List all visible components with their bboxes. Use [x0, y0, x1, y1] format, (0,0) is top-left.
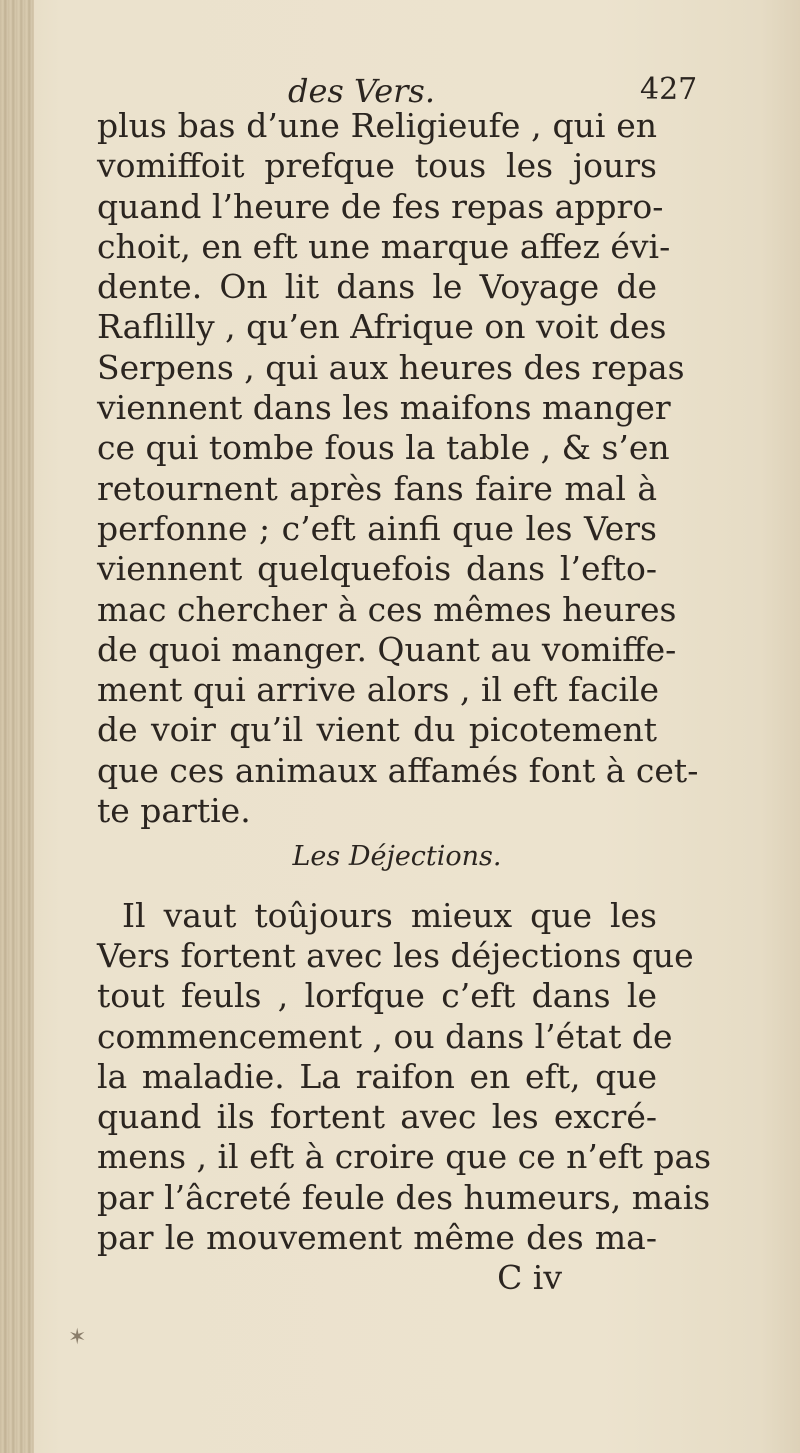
- text-line: par l’âcreté feule des humeurs, mais: [97, 1177, 711, 1217]
- text-line: viennent quelquefois dans l’efto-: [97, 549, 657, 589]
- text-line: mac chercher à ces mêmes heures: [97, 589, 677, 629]
- book-binding-edge: [0, 0, 34, 1453]
- text-line: choit, en eft une marque affez évi-: [97, 226, 671, 266]
- text-line: la maladie. La raifon en eft, que: [97, 1056, 657, 1096]
- text-line: viennent dans les maifons manger: [97, 388, 671, 428]
- body-text: [97, 106, 712, 1299]
- text-line: ment qui arrive alors , il eft facile: [97, 670, 660, 710]
- text-line: de quoi manger. Quant au vomiffe-: [97, 629, 677, 669]
- text-line: mens , il eft à croire que ce n’eft pas: [97, 1137, 712, 1177]
- text-line: vomiffoit prefque tous les jours: [97, 146, 657, 186]
- text-line: dente. On lit dans le Voyage de: [97, 267, 657, 307]
- text-line: de voir qu’il vient du picotement: [97, 710, 657, 750]
- signature-mark: C iv: [497, 1258, 562, 1298]
- text-line: quand ils fortent avec les excré-: [97, 1097, 657, 1137]
- text-line: Serpens , qui aux heures des repas: [97, 347, 685, 387]
- page-number: 427: [640, 72, 698, 107]
- running-title: des Vers.: [288, 72, 436, 110]
- text-line: que ces animaux affamés font à cet-: [97, 750, 699, 790]
- text-line: tout feuls , lorfque c’eft dans le: [97, 976, 657, 1016]
- section-title: Les Déjections.: [292, 841, 502, 873]
- text-line: quand l’heure de fes repas appro-: [97, 186, 664, 226]
- text-line: retournent après fans faire mal à: [97, 468, 657, 508]
- text-line: plus bas d’une Religieufe , qui en: [97, 106, 657, 145]
- ink-smudge-icon: ✶: [68, 1325, 87, 1350]
- text-line: Vers fortent avec les déjections que: [97, 935, 694, 975]
- text-line: Il vaut toûjours mieux que les: [122, 895, 657, 935]
- text-line: Raflilly , qu’en Afrique on voit des: [97, 307, 667, 347]
- text-line: ce qui tombe fous la table , & s’en: [97, 428, 670, 468]
- text-line: perfonne ; c’eft ainfi que les Vers: [97, 508, 657, 548]
- text-line: te partie.: [97, 791, 251, 831]
- text-line: par le mouvement même des ma-: [97, 1218, 657, 1258]
- paragraph-vomiting: [97, 106, 699, 831]
- paragraph-dejections: [97, 895, 712, 1259]
- text-line: commencement , ou dans l’état de: [97, 1016, 673, 1056]
